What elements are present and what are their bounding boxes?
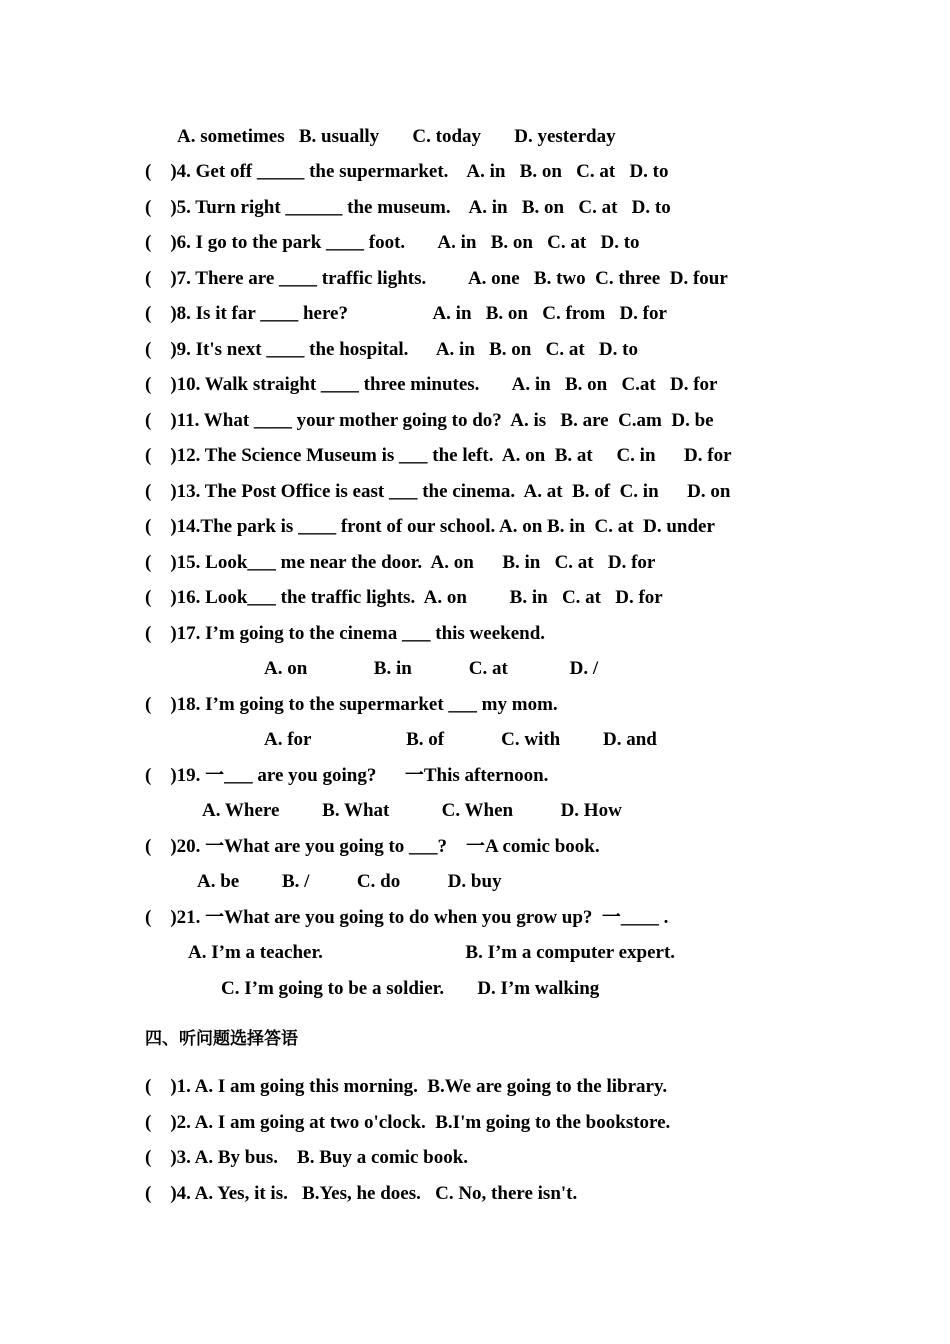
listening-question-line: ( )2. A. I am going at two o'clock. B.I'm going to the bookstore. (145, 1112, 671, 1133)
question-line: ( )20. 一What are you going to ___? 一A comic book. (145, 836, 600, 857)
options-line: C. I’m going to be a soldier. D. I’m walking (221, 978, 600, 999)
question-line: ( )11. What ____ your mother going to do? A. is B. are C.am D. be (145, 410, 714, 431)
question-line: ( )16. Look___ the traffic lights. A. on B. in C. at D. for (145, 587, 663, 608)
question-line: ( )18. I’m going to the supermarket ___ my mom. (145, 694, 558, 715)
question-line: ( )5. Turn right ______ the museum. A. in B. on C. at D. to (145, 197, 671, 218)
options-line: A. for B. of C. with D. and (264, 729, 657, 750)
question-line: ( )14.The park is ____ front of our school. A. on B. in C. at D. under (145, 516, 715, 537)
question-line: ( )15. Look___ me near the door. A. on B. in C. at D. for (145, 552, 656, 573)
listening-question-line: ( )4. A. Yes, it is. B.Yes, he does. C. No, there isn't. (145, 1183, 578, 1204)
question-line: ( )19. 一___ are you going? 一This afternoon. (145, 765, 549, 786)
options-line: A. be B. / C. do D. buy (197, 871, 502, 892)
section-title: 四、听问题选择答语 (145, 1029, 298, 1049)
question-line: ( )17. I’m going to the cinema ___ this weekend. (145, 623, 546, 644)
question-line: ( )7. There are ____ traffic lights. A. one B. two C. three D. four (145, 268, 728, 289)
question-line: ( )6. I go to the park ____ foot. A. in B. on C. at D. to (145, 232, 640, 253)
question-line: A. sometimes B. usually C. today D. yesterday (177, 126, 616, 147)
options-line: A. Where B. What C. When D. How (202, 800, 622, 821)
question-line: ( )21. 一What are you going to do when you grow up? 一____ . (145, 907, 669, 928)
question-line: ( )10. Walk straight ____ three minutes. A. in B. on C.at D. for (145, 374, 718, 395)
question-line: ( )12. The Science Museum is ___ the left. A. on B. at C. in D. for (145, 445, 732, 466)
options-line: A. I’m a teacher. B. I’m a computer expert. (188, 942, 676, 963)
question-line: ( )9. It's next ____ the hospital. A. in B. on C. at D. to (145, 339, 638, 360)
listening-question-line: ( )3. A. By bus. B. Buy a comic book. (145, 1147, 469, 1168)
question-line: ( )4. Get off _____ the supermarket. A. in B. on C. at D. to (145, 161, 669, 182)
question-line: ( )13. The Post Office is east ___ the cinema. A. at B. of C. in D. on (145, 481, 731, 502)
options-line: A. on B. in C. at D. / (264, 658, 599, 679)
listening-question-line: ( )1. A. I am going this morning. B.We are going to the library. (145, 1076, 668, 1097)
question-line: ( )8. Is it far ____ here? A. in B. on C. from D. for (145, 303, 667, 324)
